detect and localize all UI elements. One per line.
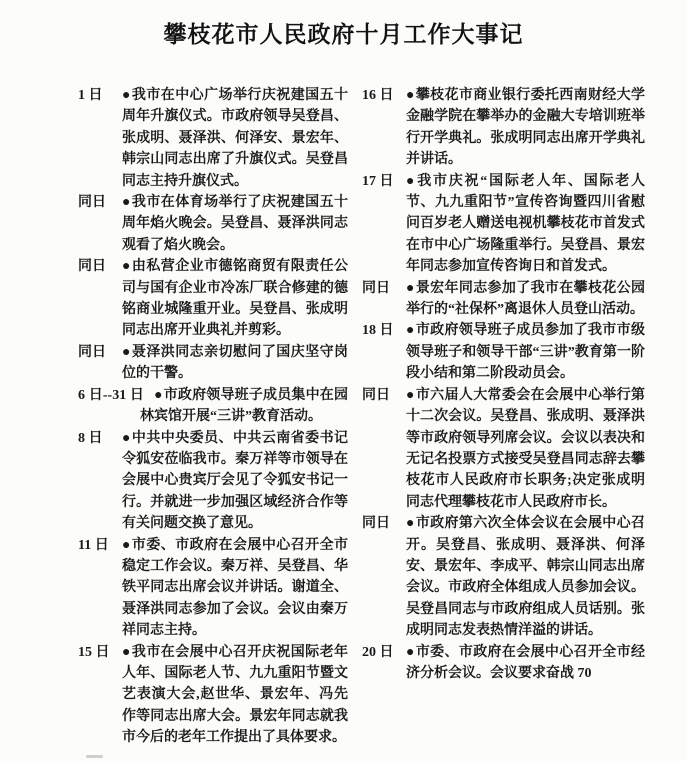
event-entry (362, 320, 645, 384)
entry-text: ●市政府领导班子成员参加了我市市级领导班子和领导干部“三讲”教育第一阶段小结和第二阶段动员会。 (406, 323, 645, 382)
entry-text: ●中共中央委员、中共云南省委书记令狐安莅临我市。秦万祥等市领导在会展中心贵宾厅会见了令狐安书记一行。并就进一步加强区域经济合作等有关问题交换了意见。 (122, 430, 349, 532)
entry-text: ●我市庆祝“国际老人年、国际老人节、九九重阳节”宣传咨询暨四川省慰问百岁老人赠送电视机攀枝花市首发式在市中心广场隆重举行。吴登昌、景宏年同志参加宣传咨询日和首发式。 (406, 173, 645, 275)
entry-date: 同日 (78, 259, 106, 275)
bullet-icon: ● (406, 644, 415, 660)
bullet-icon: ● (406, 88, 415, 103)
entry-date: 同日 (78, 195, 106, 211)
bullet-icon: ● (122, 537, 131, 553)
entry-date: 8 日 (78, 430, 103, 446)
entry-text: ●市政府第六次全体会议在会展中心召开。吴登昌、张成明、聂泽洪、何泽安、景宏年、李成平、韩宗山同志出席会议。市政府全体组成人员参加会议。吴登昌同志与市政府组成人员话别。张成明同志发表热情洋溢的讲话。 (406, 516, 645, 639)
page-title: 攀枝花市人民政府十月工作大事记 (163, 22, 524, 47)
event-entry (78, 342, 348, 385)
entry-date: 1 日 (78, 88, 103, 103)
entry-text: ●我市在会展中心召开庆祝国际老年人年、国际老人节、九九重阳节暨文艺表演大会,赵世华、景宏年、冯先作等同志出席大会。景宏年同志就我市今后的老年工作提出了具体要求。 (122, 644, 349, 746)
entry-date: 11 日 (78, 537, 109, 553)
bullet-icon: ● (406, 387, 415, 403)
event-entry (78, 192, 348, 256)
entry-text: ●市政府领导班子成员集中在园林宾馆开展“三讲”教育活动。 (140, 387, 348, 425)
bullet-icon: ● (122, 88, 131, 103)
event-entry (362, 642, 645, 685)
bullet-icon: ● (122, 644, 131, 660)
event-entry (78, 428, 348, 535)
bullet-icon: ● (122, 259, 131, 275)
event-entry (362, 385, 645, 513)
bullet-icon: ● (406, 323, 415, 339)
scan-artifact (86, 755, 103, 758)
bullet-icon: ● (406, 280, 415, 296)
event-entry (362, 513, 645, 641)
entry-text: ●聂泽洪同志亲切慰问了国庆坚守岗位的干警。 (122, 344, 349, 382)
entry-text: ●市委、市政府在会展中心召开全市经济分析会议。会议要求奋战 70 (406, 644, 645, 681)
entry-date: 20 日 (362, 644, 394, 660)
bullet-icon: ● (122, 344, 131, 360)
bullet-icon: ● (406, 173, 417, 189)
bullet-icon: ● (122, 430, 131, 446)
event-entry (362, 171, 645, 278)
entry-text: ●攀枝花市商业银行委托西南财经大学金融学院在攀举办的金融大专培训班举行开学典礼。张成明同志出席开学典礼并讲话。 (406, 88, 645, 168)
entry-date: 同日 (78, 344, 106, 360)
entry-date: 15 日 (78, 644, 110, 660)
entry-date: 17 日 (362, 173, 394, 189)
bullet-icon: ● (122, 195, 131, 211)
entry-text: ●市委、市政府在会展中心召开全市稳定工作会议。秦万祥、吴登昌、华铁平同志出席会议并讲话。谢道全、聂泽洪同志参加了会议。会议由秦万祥同志主持。 (122, 537, 349, 639)
entry-text: ●市六届人大常委会在会展中心举行第十二次会议。吴登昌、张成明、聂泽洪等市政府领导列席会议。会议以表决和无记名投票方式接受吴登昌同志辞去攀枝花市人民政府市长职务;决定张成明同志代理攀枝花市人民政府市长。 (406, 387, 645, 510)
chronicle-columns (0, 85, 687, 749)
entry-date: 16 日 (362, 88, 394, 103)
event-entry (362, 85, 645, 171)
column-right (362, 85, 645, 749)
entry-text: ●我市在体育场举行了庆祝建国五十周年焰火晚会。吴登昌、聂泽洪同志观看了焰火晚会。 (122, 195, 349, 253)
entry-text: ●景宏年同志参加了我市在攀枝花公园举行的“社保杯”离退休人员登山活动。 (406, 280, 645, 318)
entry-date: 同日 (362, 387, 390, 403)
entry-date: 6 日--31 日 (78, 387, 145, 403)
event-entry (78, 535, 348, 642)
entry-date: 18 日 (362, 323, 394, 339)
column-left (78, 85, 348, 749)
event-entry (78, 642, 348, 749)
event-entry (78, 85, 348, 192)
bullet-icon: ● (154, 387, 163, 403)
event-entry (78, 256, 348, 342)
entry-date: 同日 (362, 280, 390, 296)
entry-text: ●我市在中心广场举行庆祝建国五十周年升旗仪式。市政府领导吴登昌、张成明、聂泽洪、何泽安、景宏年、韩宗山同志出席了升旗仪式。吴登昌同志主持升旗仪式。 (122, 88, 349, 189)
entry-date: 同日 (362, 516, 390, 532)
bullet-icon: ● (406, 516, 415, 532)
event-entry (362, 278, 645, 321)
event-entry (78, 385, 348, 428)
entry-text: ●由私营企业市德铭商贸有限责任公司与国有企业市冷冻厂联合修建的德铭商业城隆重开业。吴登昌、张成明同志出席开业典礼并剪彩。 (122, 259, 349, 339)
